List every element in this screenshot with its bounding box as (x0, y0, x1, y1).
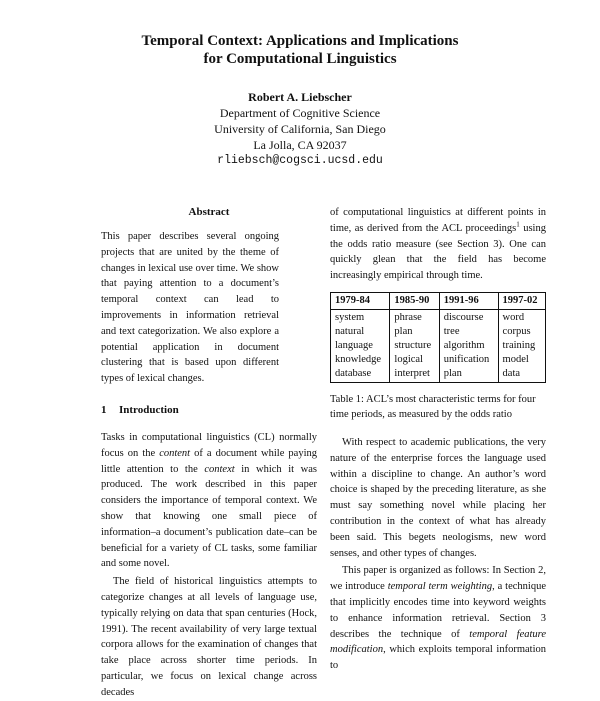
right-paragraph-0: of computational linguistics at different points in time, as derived from the ACL proceedings$^1$ using the odds ratio measure (see Section 3). One can quickly glean that the field has become increasingly empirical through time. (330, 207, 546, 282)
table-header-cell: 1979-84 (331, 292, 390, 309)
table-caption: Table 1: ACL’s most characteristic terms for four time periods, as measured by the odds ratio (330, 393, 536, 420)
table-header-row (331, 292, 546, 309)
intro-paragraph-1: Tasks in computational linguistics (CL) normally focus on the content of a document while paying little attention to the context in which it was produced. The work described in this paper considers the importance of temporal context. We show that knowing one small piece of information–a document’s publication date–can be beneficial for a variety of CL tasks, some familiar and some novel. (101, 431, 317, 570)
author-city: La Jolla, CA 92037 (253, 138, 347, 152)
emphasis-temporal-feature-modification: temporal feature modification (330, 628, 546, 656)
table-header-cell: 1991-96 (439, 292, 498, 309)
section-title: Introduction (119, 403, 179, 416)
intro-paragraph-2: The field of historical linguistics attempts to categorize changes at all levels of language use, typically relying on data that span centuries (Hock, 1991). The recent availability of very large textual corpora allows for the examination of changes that take place across shorter time periods. In particular, we focus on lexical change across decades (101, 576, 317, 698)
abstract-heading: Abstract (188, 206, 230, 218)
section-number: 1 (101, 403, 107, 416)
emphasis-context: context (204, 463, 235, 475)
right-paragraph-1: With respect to academic publications, the very nature of the enterprise forces the language used within a discipline to change. An author’s word choice is shaped by the preceding literature, as she must say something novel while placing her contribution in the context of what has already been said. This begets neologisms, new word senses, and other types of changes. (330, 436, 546, 559)
author-name: Robert A. Liebscher (248, 90, 352, 104)
author-email[interactable]: rliebsch@cogsci.ucsd.edu (217, 154, 383, 167)
table-header-cell: 1985-90 (390, 292, 439, 309)
table-row (331, 309, 546, 382)
author-department: Department of Cognitive Science (219, 106, 381, 120)
author-university: University of California, San Diego (214, 122, 386, 136)
section-heading-introduction (101, 403, 317, 417)
emphasis-content: content (159, 447, 191, 459)
footnote-marker[interactable]: 1 (516, 220, 520, 229)
table-cell-1991-96: discourse tree algorithm unification plan (439, 309, 498, 382)
paper-title-line1: Temporal Context: Applications and Implications (141, 33, 459, 49)
table-header-cell: 1997-02 (498, 292, 545, 309)
terms-table (330, 292, 546, 383)
right-column (330, 205, 546, 674)
table-cell-1997-02: word corpus training model data (498, 309, 545, 382)
paper-title-line2: for Computational Linguistics (203, 51, 397, 67)
left-column (101, 205, 317, 701)
table-cell-1979-84: system natural language knowledge database (331, 309, 390, 382)
emphasis-temporal-term-weighting: temporal term weighting (387, 581, 493, 593)
table-cell-1985-90: phrase plan structure logical interpret (390, 309, 439, 382)
abstract-text: This paper describes several ongoing projects that are united by the theme of changes in lexical use over time. We show that paying attention to a document’s temporal context can lead to improvements in information retrieval and text categorization. We also explore a potential application in document clustering that is based upon different types of lexical changes. (101, 231, 279, 385)
right-paragraph-2: This paper is organized as follows: In Section 2, we introduce temporal term weighting, a technique that implicitly encodes time into keyword weights to enhance information retrieval. Section 3 describes the technique of temporal feature modification, which exploits temporal information to (330, 565, 546, 672)
